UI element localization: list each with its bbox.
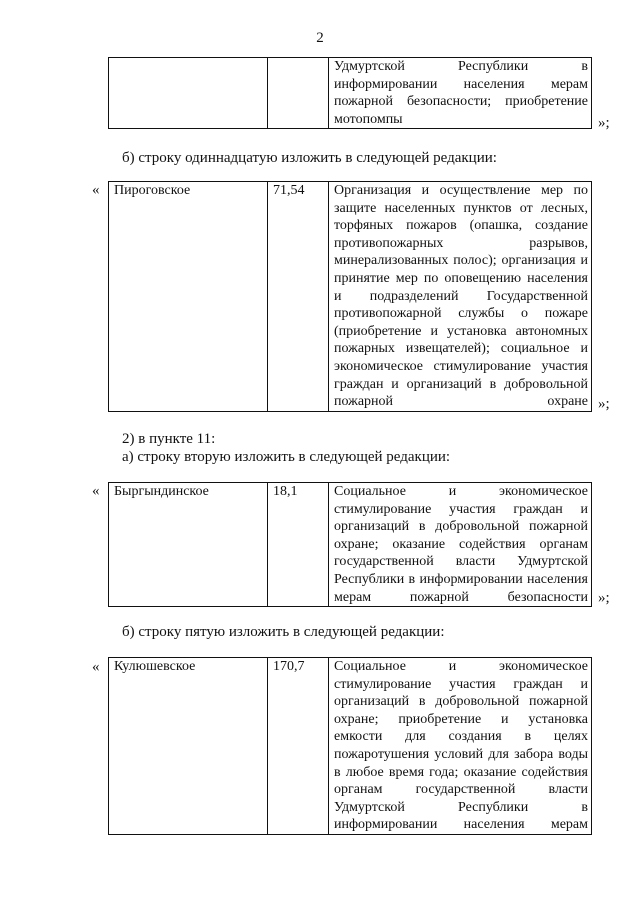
page-number: 2	[316, 30, 324, 46]
opening-quote: «	[92, 182, 100, 198]
table-row	[109, 483, 592, 607]
closing-quote: »;	[598, 590, 610, 606]
table-byrgyndinskoe	[108, 482, 592, 607]
paragraph-amend-fifth-row: б) строку пятую изложить в следующей редакции:	[122, 624, 445, 640]
table-row	[109, 658, 592, 835]
paragraph-point-11: 2) в пункте 11:	[122, 431, 216, 447]
measures-cell: Удмуртской Республики в информировании населения мерам пожарной безопасности; приобретение мотопомпы	[329, 58, 592, 129]
closing-quote: »;	[598, 115, 610, 131]
settlement-name-cell: Быргындинское	[109, 483, 268, 607]
table-row	[109, 182, 592, 412]
table-kulyushevskoe	[108, 657, 592, 835]
opening-quote: «	[92, 483, 100, 499]
closing-quote: »;	[598, 396, 610, 412]
table-continuation	[108, 57, 592, 129]
amount-cell: 18,1	[268, 483, 329, 607]
opening-quote: «	[92, 659, 100, 675]
measures-cell: Организация и осуществление мер по защите населенных пунктов от лесных, торфяных пожаров (опашка, создание противопожарных разрывов, минерализованных полос); организация и принятие мер по оповещению населения и подразделений Государственной противопожарной службы о пожаре (приобретение и установка автономных пожарных извещателей); социальное и экономическое стимулирование участия граждан и организаций в добровольной пожарной охране	[329, 182, 592, 412]
amount-cell	[268, 58, 329, 129]
measures-cell: Социальное и экономическое стимулирование участия граждан и организаций в добровольной пожарной охране; приобретение и установка емкости для создания в целях пожаротушения условий для забора воды в любое время года; оказание содействия органам государственной власти Удмуртской Республики в информировании населения мерам	[329, 658, 592, 835]
paragraph-amend-second-row: а) строку вторую изложить в следующей редакции:	[122, 449, 451, 465]
amount-cell: 170,7	[268, 658, 329, 835]
measures-cell: Социальное и экономическое стимулирование участия граждан и организаций в добровольной пожарной охране; оказание содействия органам государственной власти Удмуртской Республики в информировании населения мерам пожарной безопасности	[329, 483, 592, 607]
table-pirogovskoe	[108, 181, 592, 412]
paragraph-amend-eleventh-row: б) строку одиннадцатую изложить в следующей редакции:	[122, 150, 497, 166]
table-row	[109, 58, 592, 129]
settlement-name-cell: Пироговское	[109, 182, 268, 412]
amount-cell: 71,54	[268, 182, 329, 412]
settlement-name-cell	[109, 58, 268, 129]
settlement-name-cell: Кулюшевское	[109, 658, 268, 835]
